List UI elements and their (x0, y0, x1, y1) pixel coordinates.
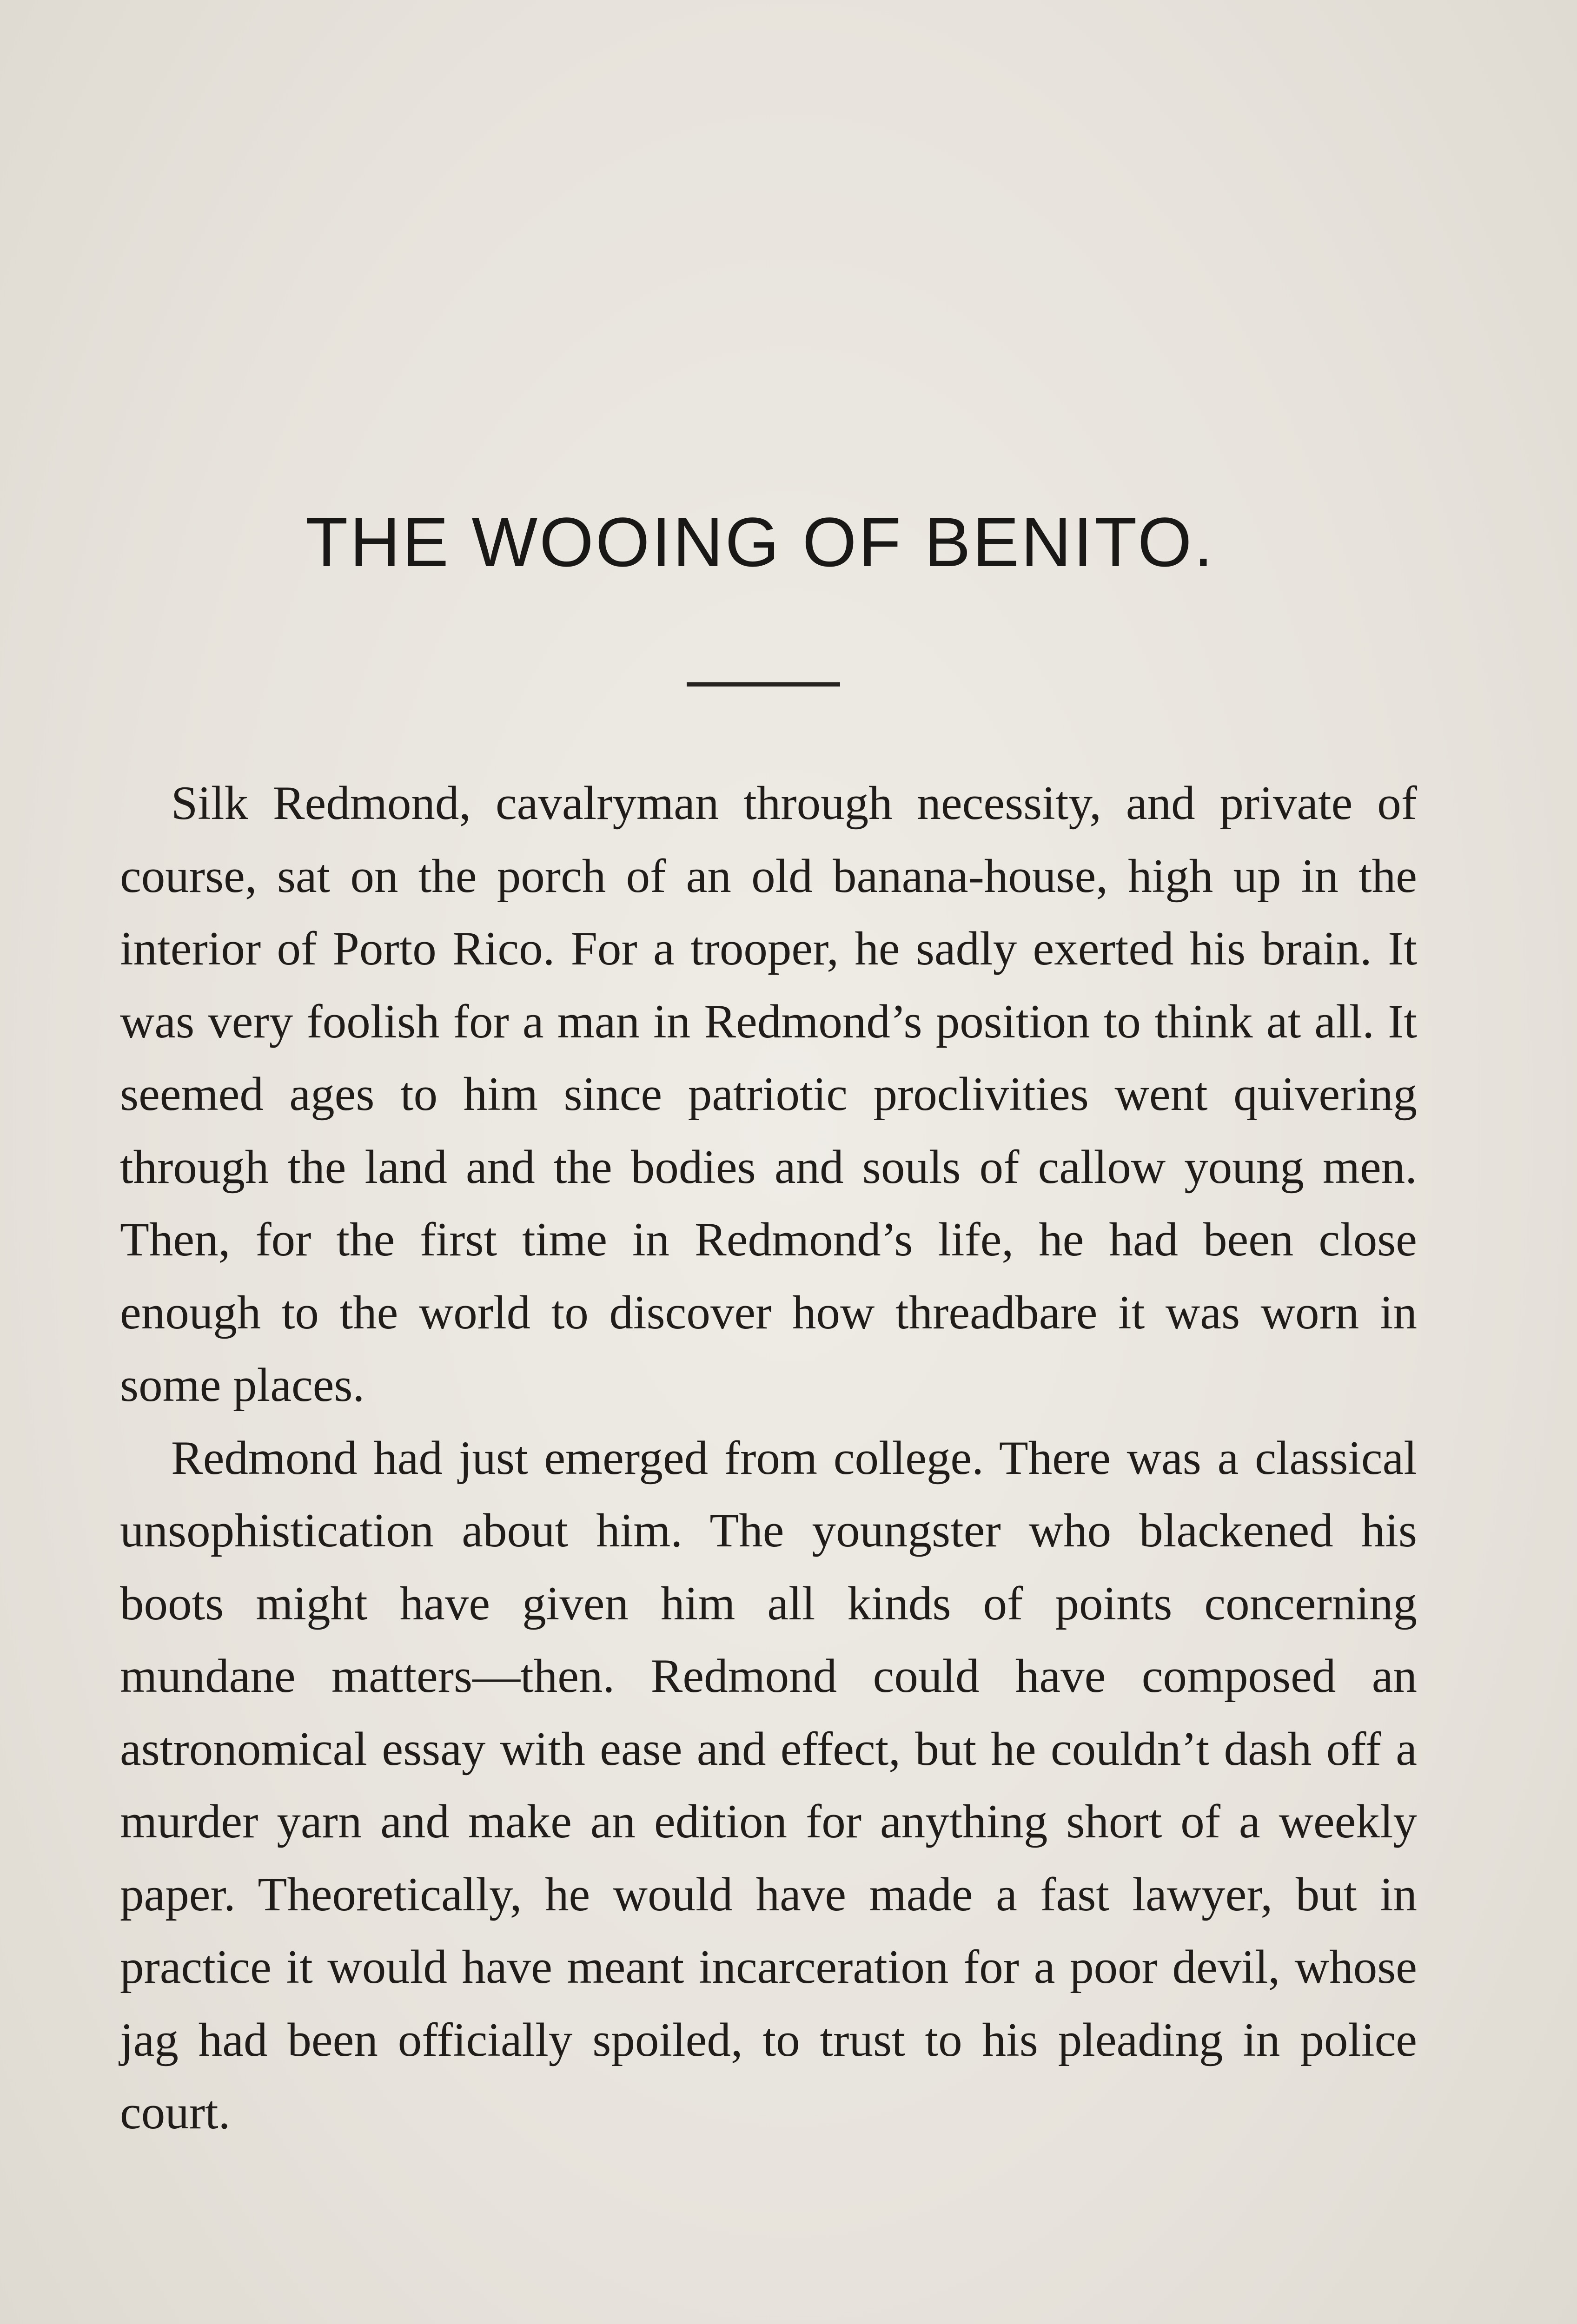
title-rule (687, 682, 840, 687)
body-text (120, 767, 1417, 2149)
paragraph-2: Redmond had just emerged from college. There was a classical unsophistication about him. The youngster who blackened his boots might have given him all kinds of points concerning mundane matters—then. Redmond could have composed an astronomical essay with ease and effect, but he couldn’t dash off a murder yarn and make an edition for anything short of a weekly paper. Theoretically, he would have made a fast lawyer, but in practice it would have meant incarceration for a poor devil, whose jag had been officially spoiled, to trust to his pleading in police court. (120, 1431, 1417, 2139)
paragraph-1: Silk Redmond, cavalryman through necessity, and private of course, sat on the porch of an old banana-house, high up in the interior of Porto Rico. For a trooper, he sadly exerted his brain. It was very foolish for a man in Redmond’s position to think at all. It seemed ages to him since patriotic proclivities went quivering through the land and the bodies and souls of callow young men. Then, for the first time in Redmond’s life, he had been close enough to the world to discover how threadbare it was worn in some places. (120, 777, 1417, 1412)
chapter-title: THE WOOING OF BENITO. (305, 503, 1215, 581)
